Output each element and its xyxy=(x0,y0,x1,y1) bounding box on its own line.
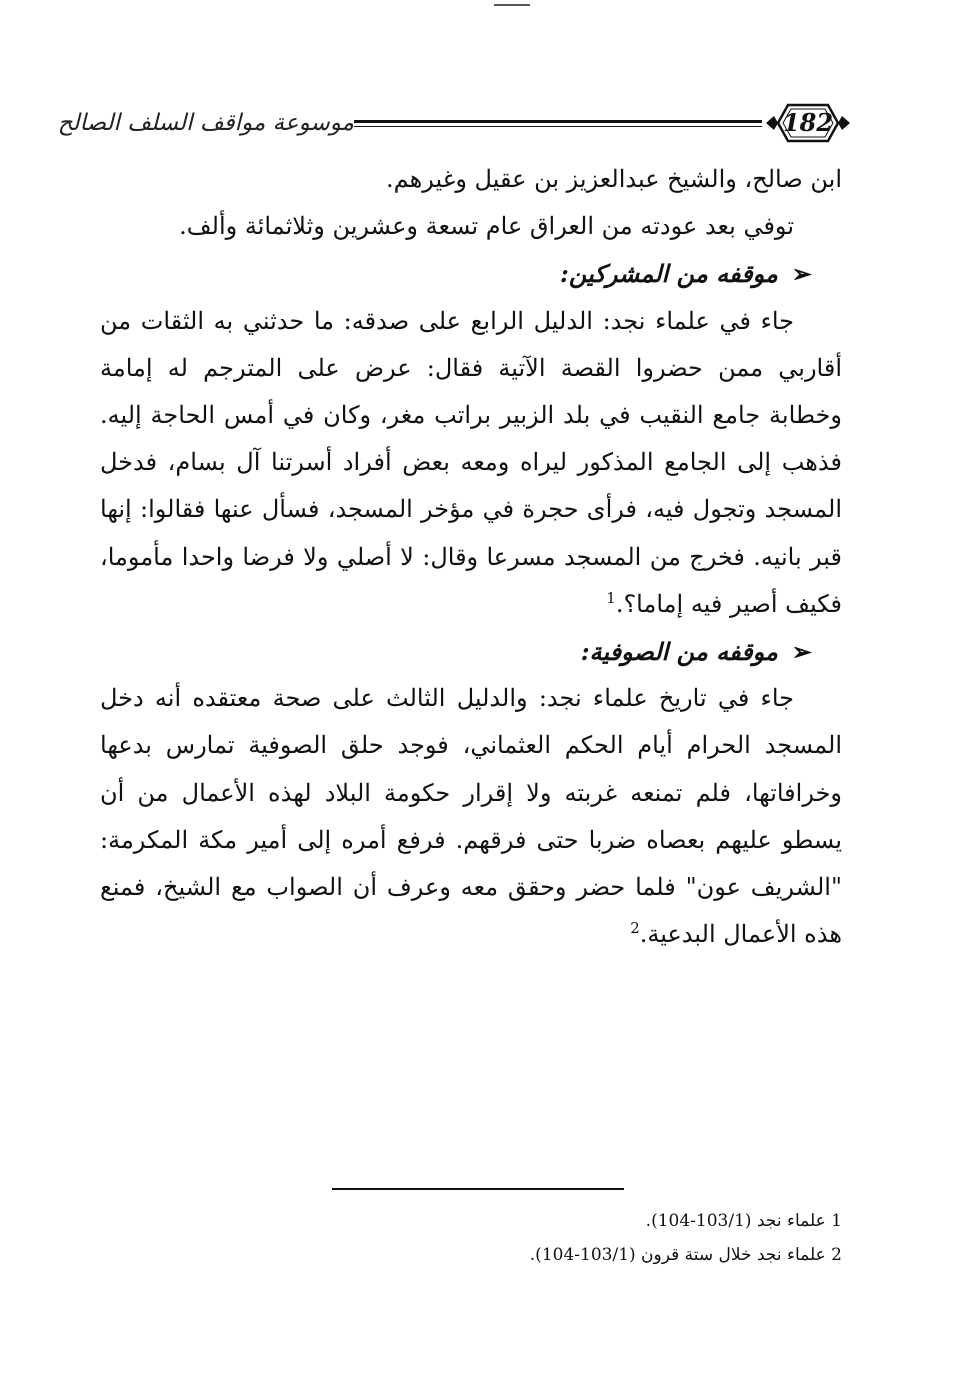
paragraph-4-text: جاء في تاريخ علماء نجد: والدليل الثالث على صحة معتقده أنه دخل المسجد الحرام أيام الحكم العثماني، فوجد حلق الصوفية تمارس بدعها وخرافاتها، فلم تمنعه غربته ولا إقرار حكومة البلاد لهذه الأعمال من أن يسطو عليهم بعصاه ضربا حتى فرقهم. فرفع أمره إلى أمير مكة المكرمة: "الشريف عون" فلما حضر وحقق معه وعرف أن الصواب مع الشيخ، فمنع هذه الأعمال البدعية. xyxy=(100,684,842,949)
paragraph-3 xyxy=(100,298,842,628)
page-number: 182 xyxy=(782,108,834,137)
paragraph-3-text: جاء في علماء نجد: الدليل الرابع على صدقه: ما حدثني به الثقات من أقاربي ممن حضروا القصة الآتية فقال: عرض على المترجم له إمامة وخطابة جامع النقيب في بلد الزبير براتب مغر، وكان في أمس الحاجة إليه. فذهب إلى الجامع المذكور ليراه ومعه بعض أفراد أسرتنا آل بسام، فدخل المسجد وتجول فيه، فرأى حجرة في مؤخر المسجد، فسأل عنها فقالوا: إنها قبر بانيه. فخرج من المسجد مسرعا وقال: لا أصلي ولا فرضا واحدا مأموما، فكيف أصير فيه إماما؟. xyxy=(100,306,842,618)
header-rule xyxy=(354,120,762,123)
footnote-ref-1: 1 xyxy=(606,588,616,607)
heading-text: موقفه من الصوفية: xyxy=(580,637,778,667)
footnotes xyxy=(100,1204,842,1272)
footnote-text: علماء نجد خلال ستة قرون (103/1-104). xyxy=(529,1245,826,1265)
paragraph-2: توفي بعد عودته من العراق عام تسعة وعشرين وثلاثمائة وألف. xyxy=(179,212,794,241)
main-content xyxy=(100,156,842,958)
header-rule-thin xyxy=(354,126,762,127)
footnote-2 xyxy=(100,1238,842,1272)
arrow-left-icon: ➢ xyxy=(791,259,812,289)
section-heading-polytheists xyxy=(100,250,842,297)
section-heading-sufis xyxy=(100,628,842,675)
footnote-ref-2: 2 xyxy=(630,919,640,938)
heading-text: موقفه من المشركين: xyxy=(560,259,778,289)
book-title: موسوعة مواقف السلف الصالح xyxy=(57,110,354,136)
footnote-number: 1 xyxy=(831,1211,842,1231)
page-number-badge xyxy=(764,100,852,146)
footnote-number: 2 xyxy=(831,1245,842,1265)
footnote-1 xyxy=(100,1204,842,1238)
paragraph-1: ابن صالح، والشيخ عبدالعزيز بن عقيل وغيرهم. xyxy=(386,165,842,193)
arrow-left-icon: ➢ xyxy=(791,637,812,667)
top-center-mark xyxy=(494,4,530,6)
footnote-text: علماء نجد (103/1-104). xyxy=(645,1211,826,1231)
paragraph-4 xyxy=(100,675,842,958)
footnote-separator xyxy=(332,1188,624,1190)
page-header xyxy=(57,100,852,146)
